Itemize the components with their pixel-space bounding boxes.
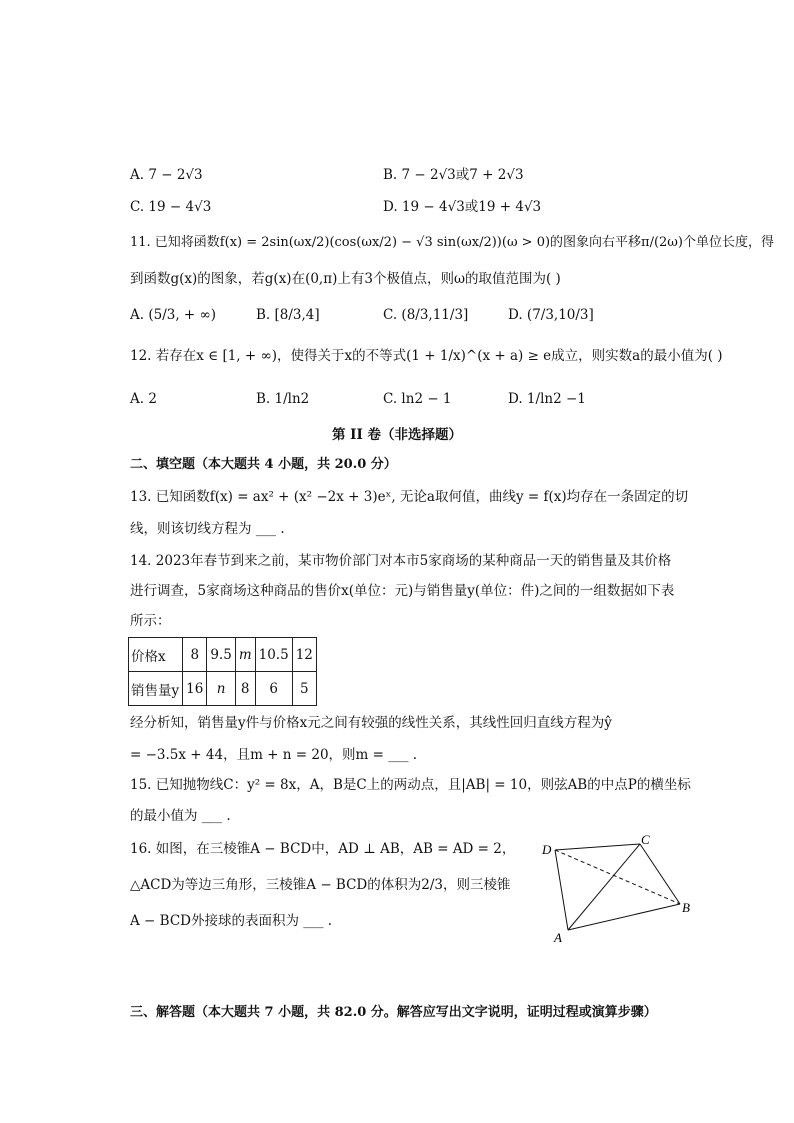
q16-text-line1: 16. 如图，在三棱锥A − BCD中，AD ⊥ AB，AB = AD = 2， — [130, 841, 516, 857]
q11-option-b: B. [8/3,4] — [256, 307, 320, 323]
vertex-label-a: A — [554, 930, 562, 945]
q10-option-c: C. 19 − 4√3 — [130, 199, 212, 215]
table-cell: 16 — [183, 672, 207, 706]
q16-text-line2: △ACD为等边三角形，三棱锥A − BCD的体积为2/3，则三棱锥 — [130, 877, 511, 893]
table-row-sales — [129, 672, 317, 706]
table-cell: 8 — [183, 638, 207, 672]
q12-option-b: B. 1/ln2 — [256, 391, 310, 407]
q14-text-line5: = −3.5x + 44，且m + n = 20，则m = ___ . — [130, 747, 418, 763]
table-cell: n — [207, 672, 235, 706]
q12-option-d: D. 1/ln2 −1 — [508, 391, 586, 407]
q10-option-a: A. 7 − 2√3 — [130, 167, 203, 183]
q11-option-a: A. (5/3, + ∞) — [130, 307, 217, 323]
table-cell: m — [235, 638, 255, 672]
q10-option-b: B. 7 − 2√3或7 + 2√3 — [383, 167, 524, 183]
table-cell: 销售量y — [129, 672, 183, 706]
table-cell: 8 — [235, 672, 255, 706]
q16-text-line3: A − BCD外接球的表面积为 ___ . — [130, 913, 333, 929]
section-2-title: 第 II 卷（非选择题） — [331, 427, 463, 443]
table-row-price — [129, 638, 317, 672]
q13-text-line1: 13. 已知函数f(x) = ax² + (x² −2x + 3)eˣ, 无论a取何值，曲线y = f(x)均存在一条固定的切 — [130, 489, 689, 505]
vertex-label-c: C — [641, 832, 650, 847]
q14-text-line4: 经分析知，销售量y件与价格x元之间有较强的线性关系，其线性回归直线方程为ŷ — [130, 715, 612, 731]
q12-option-a: A. 2 — [130, 391, 157, 407]
edge-dc — [555, 844, 640, 850]
q14-text-line2: 进行调查，5家商场这种商品的售价x(单位：元)与销售量y(单位：件)之间的一组数据如下表 — [130, 583, 675, 599]
q10-option-d: D. 19 − 4√3或19 + 4√3 — [383, 199, 542, 215]
q15-text-line2: 的最小值为 ___ . — [130, 808, 231, 824]
table-cell: 9.5 — [207, 638, 235, 672]
q11-text-line2: 到函数g(x)的图象，若g(x)在(0,π)上有3个极值点，则ω的取值范围为( ) — [130, 271, 561, 287]
edge-ac — [568, 844, 640, 930]
edge-ba — [568, 904, 680, 930]
price-sales-table — [128, 637, 317, 706]
q14-text-line3: 所示： — [130, 613, 171, 629]
q15-text-line1: 15. 已知抛物线C：y² = 8x，A，B是C上的两动点，且|AB| = 10，则弦AB的中点P的横坐标 — [130, 777, 691, 793]
vertex-label-b: B — [682, 900, 690, 915]
q13-text-line2: 线，则该切线方程为 ___ . — [130, 521, 285, 537]
q11-option-c: C. (8/3,11/3] — [383, 307, 469, 323]
q12-text-line1: 12. 若存在x ∈ [1, + ∞)，使得关于x的不等式(1 + 1/x)^(x + a) ≥ e成立，则实数a的最小值为( ) — [130, 348, 723, 364]
q11-text-line1: 11. 已知将函数f(x) = 2sin(ωx/2)(cos(ωx/2) − √3 sin(ωx/2))(ω > 0)的图象向右平移π/(2ω)个单位长度，得 — [130, 235, 774, 250]
tetrahedron-figure — [540, 832, 700, 947]
q11-option-d: D. (7/3,10/3] — [508, 307, 594, 323]
q12-option-c: C. ln2 − 1 — [383, 391, 452, 407]
table-cell: 价格x — [129, 638, 183, 672]
table-cell: 5 — [292, 672, 316, 706]
edge-db-hidden — [555, 850, 680, 904]
section-3-heading: 三、解答题（本大题共 7 小题，共 82.0 分。解答应写出文字说明，证明过程或演算步骤） — [130, 1005, 657, 1020]
table-cell: 10.5 — [255, 638, 292, 672]
table-cell: 6 — [255, 672, 292, 706]
table-cell: 12 — [292, 638, 316, 672]
section-2-heading: 二、填空题（本大题共 4 小题，共 20.0 分） — [130, 457, 397, 472]
q14-text-line1: 14. 2023年春节到来之前，某市物价部门对本市5家商场的某种商品一天的销售量及其价格 — [130, 553, 672, 569]
edge-ad — [555, 850, 568, 930]
vertex-label-d: D — [542, 842, 552, 857]
